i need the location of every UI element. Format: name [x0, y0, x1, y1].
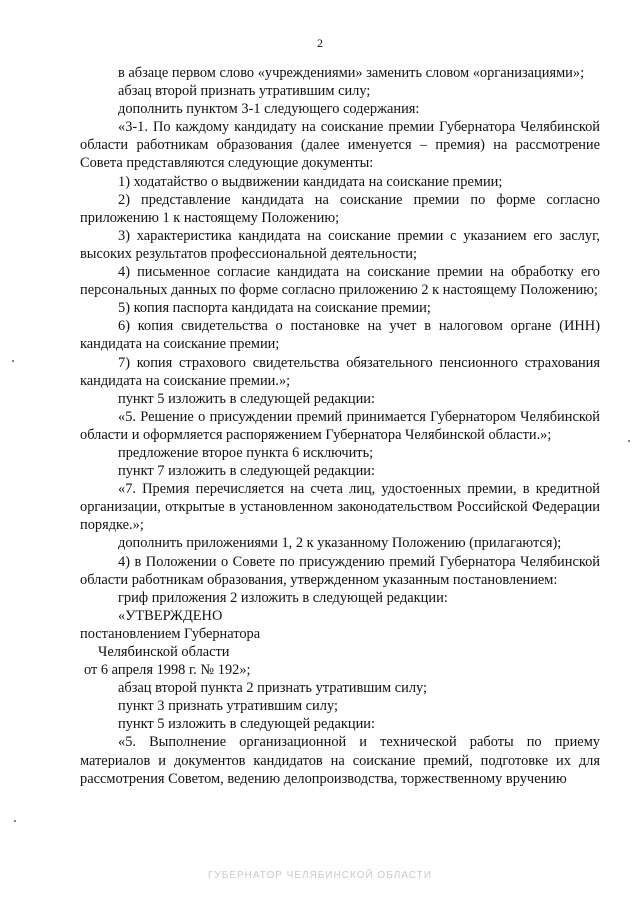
- scan-speck: [628, 440, 630, 442]
- paragraph: в абзаце первом слово «учреждениями» заменить словом «организациями»;: [118, 65, 585, 81]
- list-item: 7) копия страхового свидетельства обязательного пенсионного страхования кандидата на соискание премии.»;: [80, 354, 600, 389]
- paragraph: пункт 5 изложить в следующей редакции:: [118, 716, 375, 733]
- paragraph: предложение второе пункта 6 исключить;: [118, 444, 374, 461]
- grif-line: «УТВЕРЖДЕНО: [118, 607, 223, 624]
- paragraph: пункт 7 изложить в следующей редакции:: [118, 463, 375, 480]
- paragraph: гриф приложения 2 изложить в следующей редакции:: [118, 589, 448, 606]
- grif-line: постановлением Губернатора: [80, 625, 261, 642]
- grif-line: от 6 апреля 1998 г. № 192»;: [84, 662, 251, 679]
- paragraph: «7. Премия перечисляется на счета лиц, удостоенных премии, в кредитной организации, открытые в установленном законодательством Российской Федерации порядке.»;: [80, 481, 600, 534]
- list-item: 4) письменное согласие кандидата на соискание премии на обработку его персональных данных по форме согласно приложению 2 к настоящему Положению;: [80, 264, 600, 299]
- grif-line: Челябинской области: [98, 644, 230, 660]
- list-item: 6) копия свидетельства о постановке на учет в налоговом органе (ИНН) кандидата на соискание премии;: [80, 318, 600, 353]
- paragraph: дополнить приложениями 1, 2 к указанному Положению (прилагаются);: [118, 535, 562, 552]
- list-item: 5) копия паспорта кандидата на соискание премии;: [118, 300, 431, 317]
- footer-watermark: ГУБЕРНАТОР ЧЕЛЯБИНСКОЙ ОБЛАСТИ: [208, 870, 432, 881]
- paragraph: 4) в Положении о Совете по присуждению премий Губернатора Челябинской области работникам образования, утвержденном указанным постановлением:: [80, 553, 600, 588]
- scan-speck: [14, 820, 16, 822]
- list-item: 3) характеристика кандидата на соискание премии с указанием его заслуг, высоких результатов профессиональной деятельности;: [80, 227, 600, 262]
- paragraph: абзац второй пункта 2 признать утратившим силу;: [118, 680, 428, 697]
- grif-block: [80, 607, 600, 679]
- paragraph: дополнить пунктом 3-1 следующего содержания:: [118, 101, 420, 118]
- paragraph: абзац второй признать утратившим силу;: [118, 83, 371, 100]
- paragraph: пункт 5 изложить в следующей редакции:: [118, 390, 375, 407]
- list-item: 2) представление кандидата на соискание премии по форме согласно приложению 1 к настоящему Положению;: [80, 191, 600, 226]
- page-number: 2: [317, 36, 323, 50]
- paragraph: пункт 3 признать утратившим силу;: [118, 698, 338, 715]
- document-body: [80, 64, 600, 788]
- scan-speck: [12, 360, 14, 362]
- paragraph: «5. Выполнение организационной и технической работы по приему материалов и документов кандидатов на соискание премий, подготовке их для рассмотрения Советом, ведению делопроизводства, торжественному вручению: [80, 734, 600, 787]
- paragraph: «5. Решение о присуждении премий принимается Губернатором Челябинской области и оформляется распоряжением Губернатора Челябинской области.»;: [80, 408, 600, 443]
- list-item: 1) ходатайство о выдвижении кандидата на соискание премии;: [118, 173, 503, 190]
- paragraph: «3-1. По каждому кандидату на соискание премии Губернатора Челябинской области работникам образования (далее именуется – премия) на рассмотрение Совета представляются следующие документы:: [80, 119, 600, 172]
